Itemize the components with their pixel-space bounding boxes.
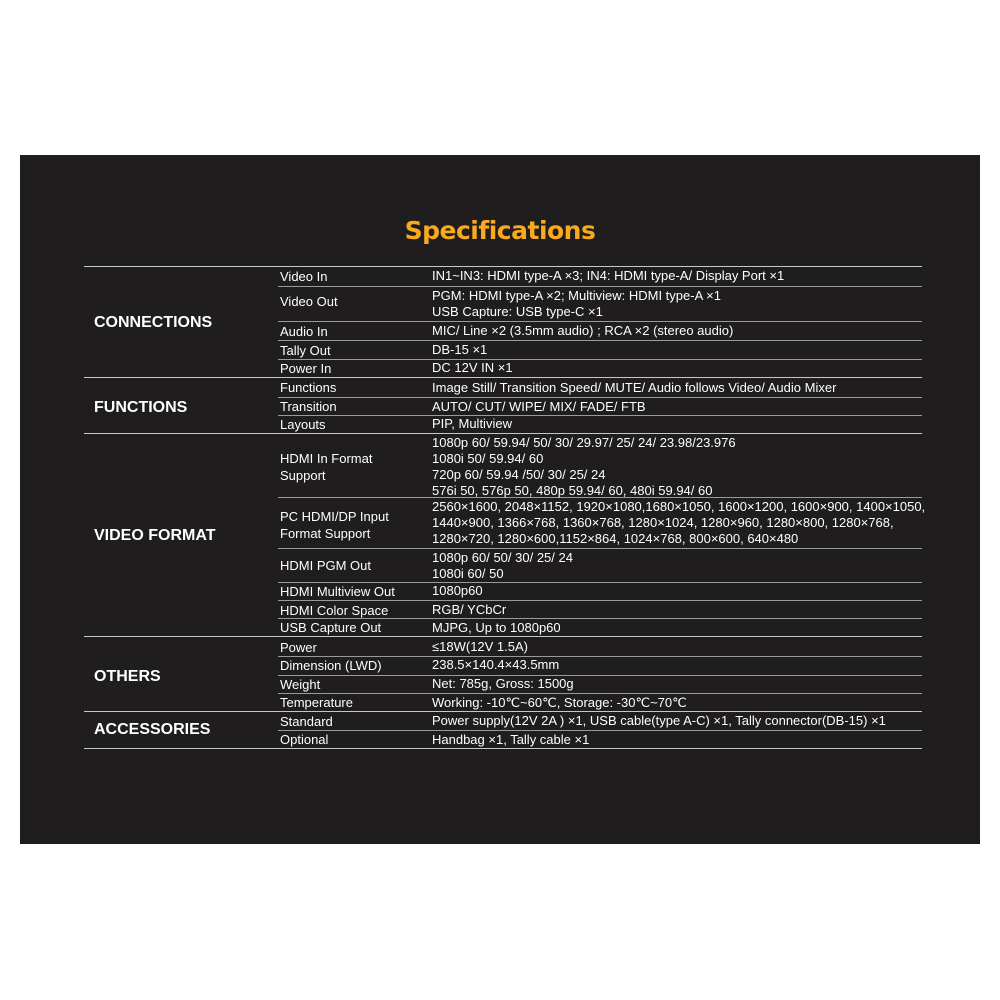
- divider: [278, 693, 922, 694]
- spec-value-hdmi-in-format: [432, 435, 736, 499]
- section-video-format: VIDEO FORMAT: [94, 527, 216, 544]
- spec-label-audio-in: Audio In: [280, 324, 328, 339]
- spec-label-weight: Weight: [280, 677, 321, 692]
- spec-value-hdmi-color-space: RGB/ YCbCr: [432, 602, 507, 617]
- spec-value-tally-out: DB-15 ×1: [432, 342, 488, 357]
- divider: [278, 600, 922, 601]
- spec-value-line: 720p 60/ 59.94 /50/ 30/ 25/ 24: [432, 467, 606, 482]
- spec-label-usb-capture-out: USB Capture Out: [280, 620, 382, 635]
- spec-label-temperature: Temperature: [280, 695, 353, 710]
- page-title: Specifications: [404, 216, 596, 245]
- spec-value-line: 1080p 60/ 59.94/ 50/ 30/ 29.97/ 25/ 24/ 23.98/23.976: [432, 435, 736, 450]
- spec-value-line: 2560×1600, 2048×1152, 1920×1080,1680×1050, 1600×1200, 1600×900, 1400×1050,: [432, 499, 926, 514]
- spec-label-line: PC HDMI/DP Input: [280, 509, 389, 524]
- spec-label-transition: Transition: [280, 399, 337, 414]
- spec-value-standard: Power supply(12V 2A ) ×1, USB cable(type A-C) ×1, Tally connector(DB-15) ×1: [432, 713, 886, 728]
- spec-value-hdmi-multiview-out: 1080p60: [432, 583, 483, 598]
- spec-value-line: 1080p 60/ 50/ 30/ 25/ 24: [432, 550, 573, 565]
- spec-label-hdmi-color-space: HDMI Color Space: [280, 603, 389, 618]
- spec-value-line: 1280×720, 1280×600,1152×864, 1024×768, 800×600, 640×480: [432, 531, 799, 546]
- spec-label-line: HDMI In Format: [280, 451, 373, 466]
- spec-value-video-out: [432, 288, 721, 320]
- divider: [278, 286, 922, 287]
- spec-value-power: ≤18W(12V 1.5A): [432, 639, 529, 654]
- spec-label-standard: Standard: [280, 714, 333, 729]
- spec-label-video-out: Video Out: [280, 294, 338, 309]
- spec-value-pc-input-format: [432, 499, 925, 547]
- spec-label-optional: Optional: [280, 732, 329, 747]
- spec-value-functions: Image Still/ Transition Speed/ MUTE/ Audio follows Video/ Audio Mixer: [432, 380, 837, 395]
- divider: [84, 377, 922, 378]
- section-accessories: ACCESSORIES: [94, 721, 211, 738]
- spec-value-line: 1080i 60/ 50: [432, 566, 504, 581]
- spec-value-usb-capture-out: MJPG, Up to 1080p60: [432, 620, 561, 635]
- divider: [278, 675, 922, 676]
- spec-value-line: 1080i 50/ 59.94/ 60: [432, 451, 544, 466]
- spec-label-line: Support: [280, 468, 326, 483]
- divider: [84, 433, 922, 434]
- spec-value-line: 1440×900, 1366×768, 1360×768, 1280×1024, 1280×960, 1280×800, 1280×768,: [432, 515, 894, 530]
- divider: [278, 415, 922, 416]
- spec-label-pc-input-format: [280, 508, 389, 542]
- spec-value-weight: Net: 785g, Gross: 1500g: [432, 676, 574, 691]
- spec-value-video-in: IN1~IN3: HDMI type-A ×3; IN4: HDMI type-A/ Display Port ×1: [432, 268, 785, 283]
- spec-label-power: Power: [280, 640, 317, 655]
- spec-value-temperature: Working: -10℃~60℃, Storage: -30℃~70℃: [432, 695, 687, 710]
- spec-label-hdmi-multiview-out: HDMI Multiview Out: [280, 584, 395, 599]
- spec-label-power-in: Power In: [280, 361, 332, 376]
- spec-value-line: 576i 50, 576p 50, 480p 59.94/ 60, 480i 59.94/ 60: [432, 483, 713, 498]
- divider: [278, 321, 922, 322]
- spec-label-functions: Functions: [280, 380, 337, 395]
- divider: [278, 340, 922, 341]
- divider: [278, 548, 922, 549]
- spec-value-transition: AUTO/ CUT/ WIPE/ MIX/ FADE/ FTB: [432, 399, 646, 414]
- spec-label-hdmi-pgm-out: HDMI PGM Out: [280, 558, 372, 573]
- spec-value-dimension: 238.5×140.4×43.5mm: [432, 657, 560, 672]
- section-others: OTHERS: [94, 668, 161, 685]
- divider: [278, 359, 922, 360]
- divider: [278, 397, 922, 398]
- section-connections: CONNECTIONS: [94, 314, 213, 331]
- spec-label-layouts: Layouts: [280, 417, 326, 432]
- spec-label-video-in: Video In: [280, 269, 328, 284]
- spec-value-hdmi-pgm-out: [432, 550, 573, 582]
- spec-value-line: USB Capture: USB type-C ×1: [432, 304, 603, 319]
- divider: [84, 748, 922, 749]
- spec-value-layouts: PIP, Multiview: [432, 416, 512, 431]
- spec-value-audio-in: MIC/ Line ×2 (3.5mm audio) ; RCA ×2 (stereo audio): [432, 323, 734, 338]
- spec-label-hdmi-in-format: [280, 450, 372, 484]
- spec-label-line: Format Support: [280, 526, 371, 541]
- spec-label-dimension: Dimension (LWD): [280, 658, 382, 673]
- divider: [84, 266, 922, 267]
- divider: [278, 730, 922, 731]
- spec-value-line: PGM: HDMI type-A ×2; Multiview: HDMI type-A ×1: [432, 288, 721, 303]
- spec-value-optional: Handbag ×1, Tally cable ×1: [432, 732, 590, 747]
- divider: [84, 636, 922, 637]
- divider: [84, 711, 922, 712]
- section-functions: FUNCTIONS: [94, 399, 188, 416]
- spec-label-tally-out: Tally Out: [280, 343, 331, 358]
- spec-value-power-in: DC 12V IN ×1: [432, 360, 513, 375]
